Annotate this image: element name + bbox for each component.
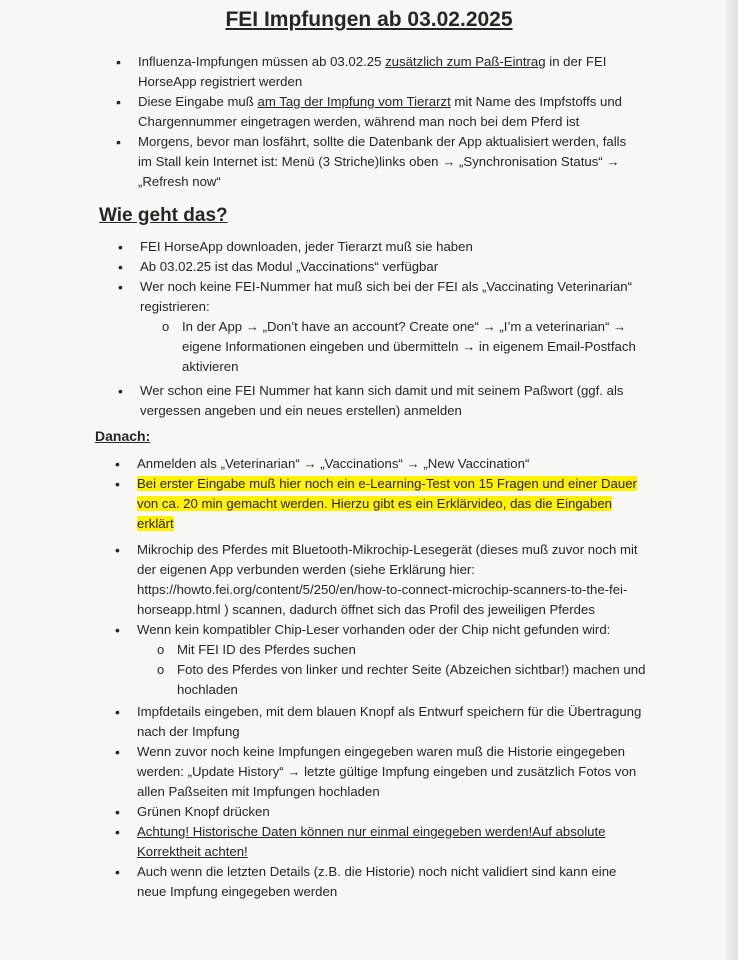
page-edge (726, 0, 738, 960)
item-text: mit Name des Impfstoffs und Chargennummer eingetragen werden, während man noch bei dem Pferd ist (138, 94, 623, 129)
bullet-icon: • (116, 94, 121, 110)
bullet-icon: • (118, 239, 123, 255)
bullet-icon: • (118, 259, 123, 275)
sub-list-item (157, 660, 647, 700)
list-item (118, 277, 640, 377)
bullet-icon: • (115, 476, 120, 492)
item-text: Impfdetails eingeben, mit dem blauen Knopf als Entwurf speichern für die Übertragung nach der Impfung (137, 704, 642, 739)
item-text: Wenn kein kompatibler Chip-Leser vorhanden oder der Chip nicht gefunden wird: (137, 622, 611, 637)
section-heading-after: Danach: (95, 428, 151, 444)
circle-bullet-icon: o (157, 662, 165, 677)
how-list (118, 237, 640, 421)
list-item (118, 237, 640, 257)
list-item (115, 742, 647, 802)
list-item (115, 474, 647, 534)
list-item (115, 454, 647, 474)
item-text: Ab 03.02.25 ist das Modul „Vaccinations“ verfügbar (140, 259, 439, 274)
item-text: Morgens, bevor man losfährt, sollte die Datenbank der App aktualisiert werden, falls im Stall kein Internet ist: Menü (3 Striche)links oben → „Synchronisation Status“ → „Refresh now“ (138, 134, 627, 189)
list-item (118, 257, 640, 277)
bullet-icon: • (118, 279, 123, 295)
page-title: FEI Impfungen ab 03.02.2025 (225, 8, 513, 31)
circle-bullet-icon: o (157, 642, 165, 657)
list-item (115, 822, 647, 862)
item-text: Wer noch keine FEI-Nummer hat muß sich bei der FEI als „Vaccinating Veterinarian“ registrieren: (140, 279, 633, 314)
item-text: Auch wenn die letzten Details (z.B. die Historie) noch nicht validiert sind kann eine neue Impfung eingegeben werden (137, 864, 617, 899)
list-item (115, 862, 647, 902)
bullet-icon: • (115, 744, 120, 760)
bullet-icon: • (115, 622, 120, 638)
item-text: Influenza-Impfungen müssen ab 03.02.25 (138, 54, 386, 69)
bullet-icon: • (115, 542, 120, 558)
bullet-icon: • (115, 824, 120, 840)
list-item (115, 540, 647, 620)
item-text: FEI HorseApp downloaden, jeder Tierarzt muß sie haben (140, 239, 473, 254)
bullet-icon: • (115, 864, 120, 880)
list-item (116, 52, 638, 92)
item-text: Anmelden als „Veterinarian“ → „Vaccinations“ → „New Vaccination“ (137, 456, 530, 471)
item-text: Mikrochip des Pferdes mit Bluetooth-Mikrochip-Lesegerät (dieses muß zuvor noch mit der eigenen App verbunden werden (siehe Erklärung hier: https://howto.fei.org/content/5/250/en/how-to-connect-microchip-scanners-to-the-fei-horseapp.html ) scannen, dadurch öffnet sich das Profil des jeweiligen Pferdes (137, 542, 638, 617)
bullet-icon: • (116, 134, 121, 150)
sub-list-item (162, 317, 652, 377)
bullet-icon: • (115, 704, 120, 720)
sub-list-item (157, 640, 647, 660)
item-text: Grünen Knopf drücken (137, 804, 270, 819)
warning-text: Achtung! Historische Daten können nur einmal eingegeben werden!Auf absolute Korrektheit achten! (137, 824, 606, 859)
item-text: Diese Eingabe muß (138, 94, 258, 109)
list-item (115, 702, 647, 742)
circle-bullet-icon: o (162, 319, 170, 334)
item-text: in der FEI HorseApp registriert werden (138, 54, 607, 89)
bullet-icon: • (116, 54, 121, 70)
item-text-underlined: am Tag der Impfung vom Tierarzt (257, 94, 451, 109)
item-text: Wenn zuvor noch keine Impfungen eingegeben waren muß die Historie eingegeben werden: „Update History“ → letzte gültige Impfung eingeben und zusätzlich Fotos von allen Paßseiten mit Impfungen hochladen (137, 744, 637, 799)
item-text: Foto des Pferdes von linker und rechter Seite (Abzeichen sichtbar!) machen und hochladen (177, 662, 646, 697)
bullet-icon: • (115, 804, 120, 820)
highlighted-text: Bei erster Eingabe muß hier noch ein e-Learning-Test von 15 Fragen und einer Dauer von ca. 20 min gemacht werden. Hierzu gibt es ein Erklärvideo, das die Eingaben erklärt (137, 476, 637, 531)
list-item (115, 802, 647, 822)
bullet-icon: • (118, 383, 123, 399)
item-text: Wer schon eine FEI Nummer hat kann sich damit und mit seinem Paßwort (ggf. als vergessen angeben und ein neues erstellen) anmelden (140, 383, 624, 418)
bullet-icon: • (115, 456, 120, 472)
list-item (116, 92, 638, 132)
list-item (115, 620, 647, 700)
after-list (115, 454, 647, 902)
intro-list (116, 52, 638, 192)
section-heading-how: Wie geht das? (99, 205, 228, 226)
item-text: Mit FEI ID des Pferdes suchen (177, 642, 356, 657)
item-text-underlined: zusätzlich zum Paß-Eintrag (385, 54, 546, 69)
item-text: In der App → „Don’t have an account? Create one“ → „I’m a veterinarian“ → eigene Informationen eingeben und übermitteln → in eigenem Email-Postfach aktivieren (182, 319, 636, 374)
list-item (116, 132, 638, 192)
list-item (118, 381, 640, 421)
